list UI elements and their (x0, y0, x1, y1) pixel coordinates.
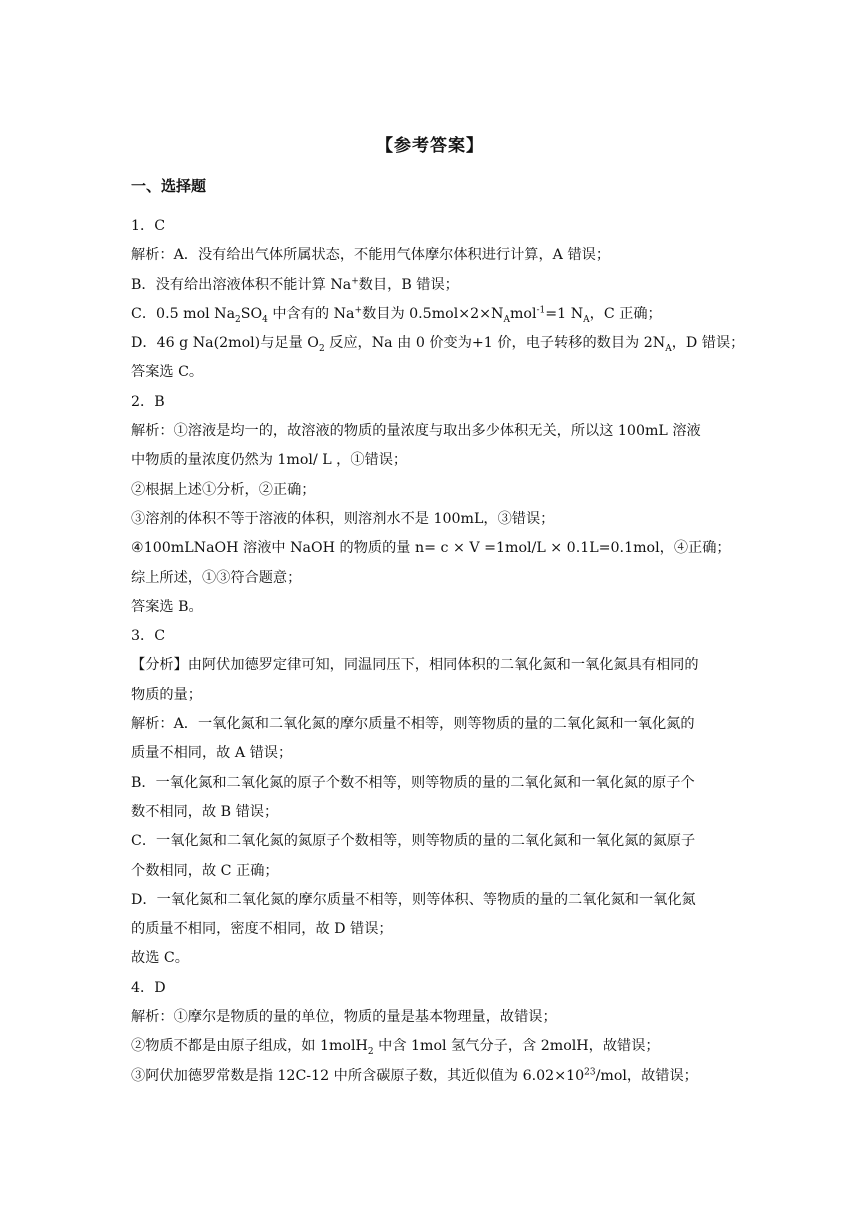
subscript: 2 (367, 1047, 374, 1058)
text-line: B．一氧化氮和二氧化氮的原子个数不相等，则等物质的量的二氧化氮和一氧化氮的原子个 (131, 774, 695, 791)
text-line: ④100mLNaOH 溶液中 NaOH 的物质的量 n= c × V =1mol/L × 0.1L=0.1mol，④正确； (131, 540, 731, 557)
text-line: 的质量不相同，密度不相同，故 D 错误； (131, 921, 393, 938)
text-line: 答案选 C。 (131, 364, 204, 381)
text-line: D．一氧化氮和二氧化氮的摩尔质量不相等，则等体积、等物质的量的二氧化氮和一氧化氮 (131, 891, 696, 908)
text-line: B．没有给出溶液体积不能计算 Na+数目，B 错误； (131, 275, 459, 293)
subscript: A (503, 314, 510, 325)
text-line: 解析：A．一氧化氮和二氧化氮的摩尔质量不相等，则等物质的量的二氧化氮和一氧化氮的 (131, 716, 695, 733)
text-line: 解析：①摩尔是物质的量的单位，物质的量是基本物理量，故错误； (131, 1009, 557, 1026)
answer-body (131, 212, 745, 1091)
text-line: ②物质不都是由原子组成，如 1molH$_2$ 中含 1mol 氢气分子，含 2molH，故错误； (131, 1038, 660, 1058)
superscript: 23 (584, 1066, 596, 1077)
text-line: 个数相同，故 C 正确； (131, 862, 279, 879)
subscript: A (583, 314, 590, 325)
subscript: 4 (262, 314, 268, 325)
text-line: 解析：A．没有给出气体所属状态，不能用气体摩尔体积进行计算，A 错误； (131, 247, 611, 264)
section-heading: 一、选择题 (131, 177, 207, 195)
text-line: C．0.5 mol $Na_2SO_4$ 中含有的 Na+数目为 $0.5mol\times 2\times N_Amol^{-1}=1$ $N_A$，C 正确； (131, 305, 662, 325)
text-line: 4．D (131, 979, 166, 996)
superscript: -1 (536, 305, 546, 316)
text-line: 数不相同，故 B 错误； (131, 803, 279, 820)
text-line: ②根据上述①分析，②正确； (131, 481, 316, 498)
subscript: 2 (235, 314, 241, 325)
text-line: 3．C (131, 628, 166, 645)
subscript: A (665, 344, 672, 355)
superscript: + (354, 305, 363, 316)
text-line: ③溶剂的体积不等于溶液的体积，则溶剂水不是 100mL，③错误； (131, 510, 555, 527)
text-line: ③阿伏加德罗常数是指 12C-12 中所含碳原子数，其近似值为 $6.02\times 10^{23}$/mol，故错误； (131, 1066, 698, 1084)
text-line: D．46 g Na(2mol)与足量 $O_2$ 反应，Na 由 0 价变为+1 价，电子转移的数目为 $2N_A$，D 错误； (131, 335, 745, 355)
text-line: 答案选 B。 (131, 598, 203, 615)
text-line: 物质的量； (131, 686, 202, 703)
text-line: 2．B (131, 393, 165, 410)
text-line: 中物质的量浓度仍然为 1mol/ L ，①错误； (131, 452, 408, 469)
text-line: 【分析】由阿伏加德罗定律可知，同温同压下，相同体积的二氧化氮和一氧化氮具有相同的 (131, 657, 699, 674)
superscript: + (351, 275, 359, 286)
answer-title: 【参考答案】 (376, 136, 484, 156)
text-line: C．一氧化氮和二氧化氮的氮原子个数相等，则等物质的量的二氧化氮和一氧化氮的氮原子 (131, 833, 696, 850)
text-line: 1．C (131, 218, 166, 234)
subscript: 2 (318, 344, 325, 355)
text-line: 故选 C。 (131, 950, 189, 967)
text-line: 质量不相同，故 A 错误； (131, 745, 293, 762)
text-line: 解析：①溶液是均一的，故溶液的物质的量浓度与取出多少体积无关，所以这 100mL 溶液 (131, 423, 701, 440)
text-line: 综上所述，①③符合题意； (131, 569, 302, 586)
